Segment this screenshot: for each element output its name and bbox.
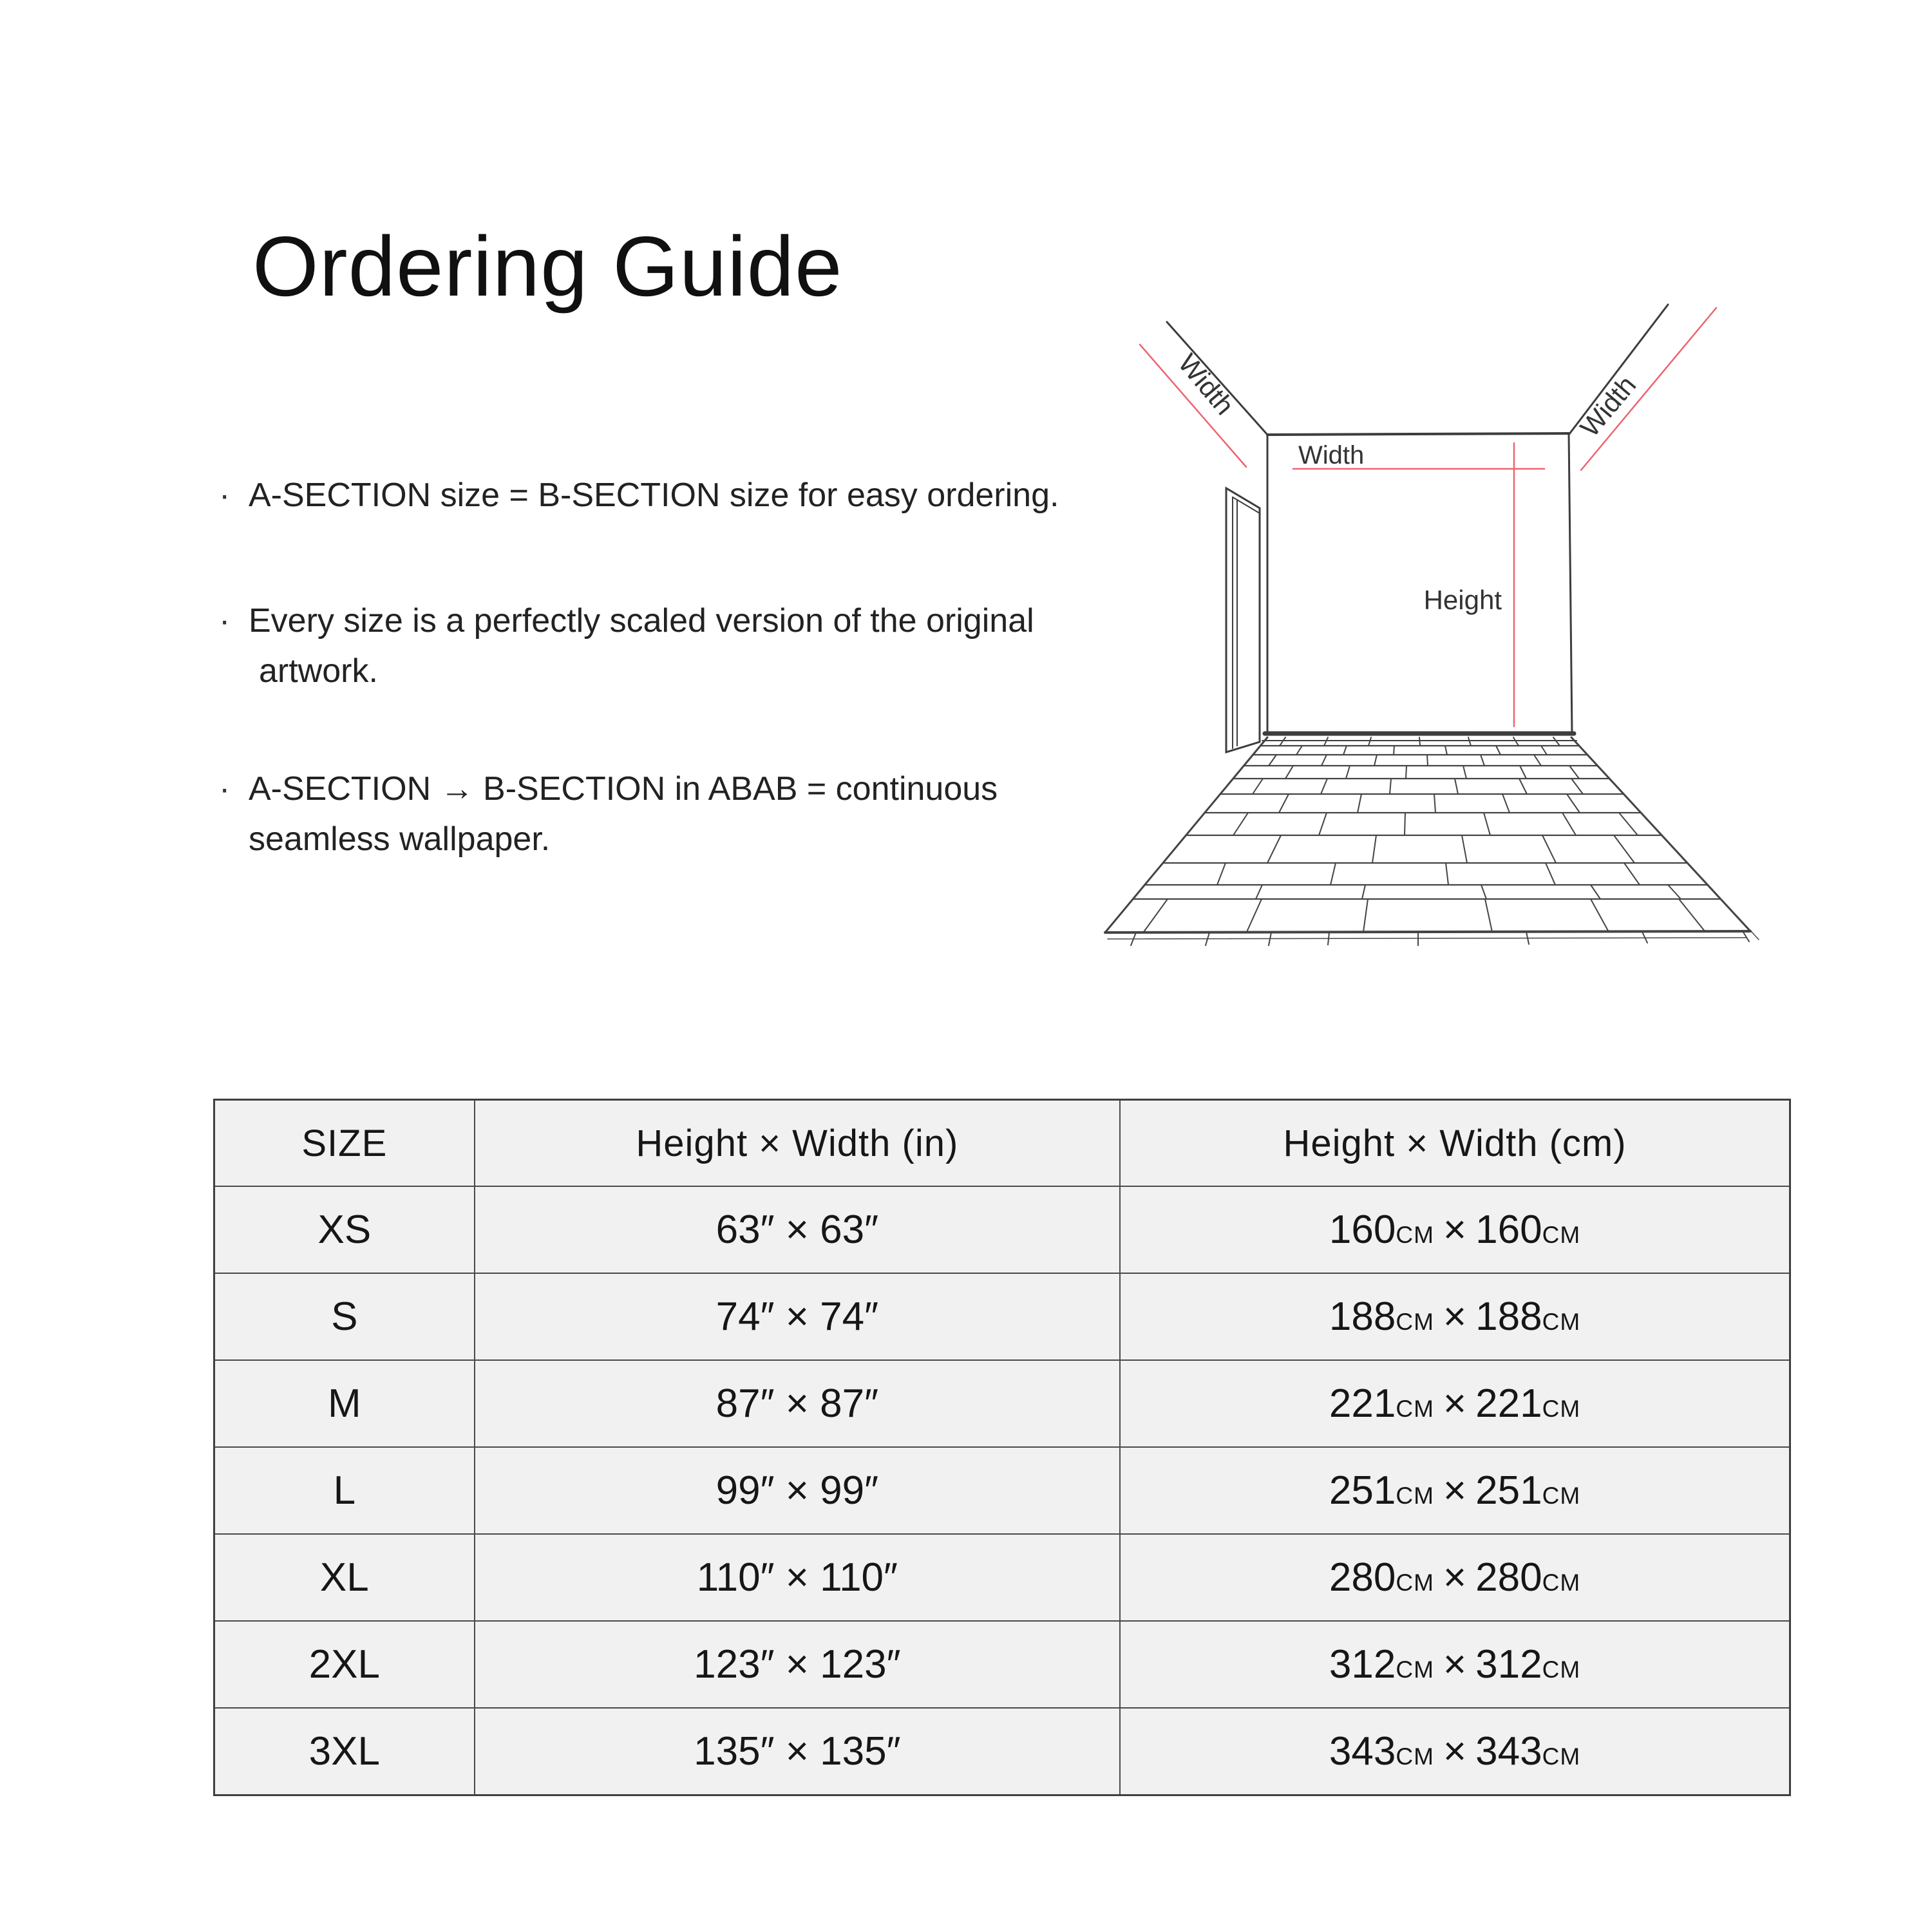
bullet-item-1	[219, 470, 1059, 520]
cm-value: 160	[1475, 1208, 1542, 1252]
size-cell: XL	[214, 1534, 475, 1621]
bullet-line: A-SECTION size = B-SECTION size for easy ordering.	[249, 477, 1059, 514]
size-cell: M	[214, 1360, 475, 1447]
times-sign: ×	[1443, 1468, 1467, 1513]
bullet-line: artwork.	[259, 652, 378, 690]
table-row	[214, 1708, 1790, 1795]
table-row	[214, 1273, 1790, 1360]
width-label-left: Width	[1172, 348, 1240, 421]
table-row	[214, 1360, 1790, 1447]
cm-value: 221	[1475, 1381, 1542, 1426]
width-label-wall: Width	[1298, 441, 1365, 469]
times-sign: ×	[1443, 1642, 1467, 1687]
cm-value: 188	[1475, 1294, 1542, 1339]
bullet-item-2	[219, 596, 1034, 696]
cm-value: 251	[1475, 1468, 1542, 1513]
times-sign: ×	[1443, 1208, 1467, 1252]
size-cell: S	[214, 1273, 475, 1360]
diagram-labels	[1173, 348, 1642, 615]
inches-cell: 63″ × 63″	[475, 1186, 1120, 1273]
cm-unit: CM	[1396, 1743, 1434, 1770]
bullet-line: Every size is a perfectly scaled version of the original	[249, 602, 1034, 639]
cm-unit: CM	[1542, 1656, 1581, 1683]
table-row	[214, 1186, 1790, 1273]
cm-unit: CM	[1396, 1482, 1434, 1509]
table-row	[214, 1534, 1790, 1621]
cm-unit: CM	[1542, 1569, 1581, 1596]
page-title: Ordering Guide	[252, 219, 843, 314]
inches-cell: 110″ × 110″	[475, 1534, 1120, 1621]
cm-unit: CM	[1396, 1309, 1434, 1335]
size-cell: 2XL	[214, 1621, 475, 1708]
col-header-inches: Height × Width (in)	[475, 1100, 1120, 1187]
size-cell: L	[214, 1447, 475, 1534]
cm-value: 188	[1329, 1294, 1396, 1339]
height-label-wall: Height	[1423, 585, 1502, 615]
cm-unit: CM	[1396, 1222, 1434, 1248]
door	[1226, 488, 1260, 752]
cm-cell	[1120, 1621, 1790, 1708]
cm-value: 221	[1329, 1381, 1396, 1426]
times-sign: ×	[1443, 1555, 1467, 1600]
size-cell: XS	[214, 1186, 475, 1273]
table-row	[214, 1447, 1790, 1534]
cm-value: 343	[1329, 1729, 1396, 1774]
cm-unit: CM	[1542, 1482, 1581, 1509]
cm-value: 312	[1329, 1642, 1396, 1687]
size-table	[213, 1099, 1791, 1796]
bullet-line: A-SECTION → B-SECTION in ABAB = continuous	[249, 770, 998, 808]
cm-value: 280	[1475, 1555, 1542, 1600]
cm-unit: CM	[1542, 1309, 1581, 1335]
times-sign: ×	[1443, 1294, 1467, 1339]
times-sign: ×	[1443, 1729, 1467, 1774]
cm-cell	[1120, 1360, 1790, 1447]
bullet-line: seamless wallpaper.	[249, 820, 551, 858]
inches-cell: 123″ × 123″	[475, 1621, 1120, 1708]
wall-outline	[1167, 305, 1668, 741]
bullet-item-3	[219, 764, 998, 864]
cm-unit: CM	[1396, 1396, 1434, 1422]
col-header-cm: Height × Width (cm)	[1120, 1100, 1790, 1187]
times-sign: ×	[1443, 1381, 1467, 1426]
cm-cell	[1120, 1273, 1790, 1360]
floor-tiles	[1105, 737, 1759, 945]
room-measurement-diagram	[1063, 258, 1835, 998]
inches-cell: 87″ × 87″	[475, 1360, 1120, 1447]
bullet-marker: ·	[219, 477, 231, 514]
table-header-row	[214, 1100, 1790, 1187]
inches-cell: 135″ × 135″	[475, 1708, 1120, 1795]
cm-unit: CM	[1542, 1222, 1581, 1248]
cm-unit: CM	[1542, 1396, 1581, 1422]
table-row	[214, 1621, 1790, 1708]
cm-value: 280	[1329, 1555, 1396, 1600]
cm-value: 312	[1475, 1642, 1542, 1687]
col-header-size: SIZE	[214, 1100, 475, 1187]
cm-unit: CM	[1542, 1743, 1581, 1770]
cm-cell	[1120, 1534, 1790, 1621]
bullet-marker: ·	[219, 770, 231, 808]
cm-value: 343	[1475, 1729, 1542, 1774]
cm-value: 160	[1329, 1208, 1396, 1252]
inches-cell: 74″ × 74″	[475, 1273, 1120, 1360]
width-line-right-wall	[1581, 308, 1716, 470]
bullet-marker: ·	[219, 602, 231, 639]
width-label-right: Width	[1574, 370, 1642, 442]
size-cell: 3XL	[214, 1708, 475, 1795]
cm-unit: CM	[1396, 1656, 1434, 1683]
cm-cell	[1120, 1186, 1790, 1273]
cm-cell	[1120, 1708, 1790, 1795]
inches-cell: 99″ × 99″	[475, 1447, 1120, 1534]
cm-value: 251	[1329, 1468, 1396, 1513]
cm-cell	[1120, 1447, 1790, 1534]
cm-unit: CM	[1396, 1569, 1434, 1596]
